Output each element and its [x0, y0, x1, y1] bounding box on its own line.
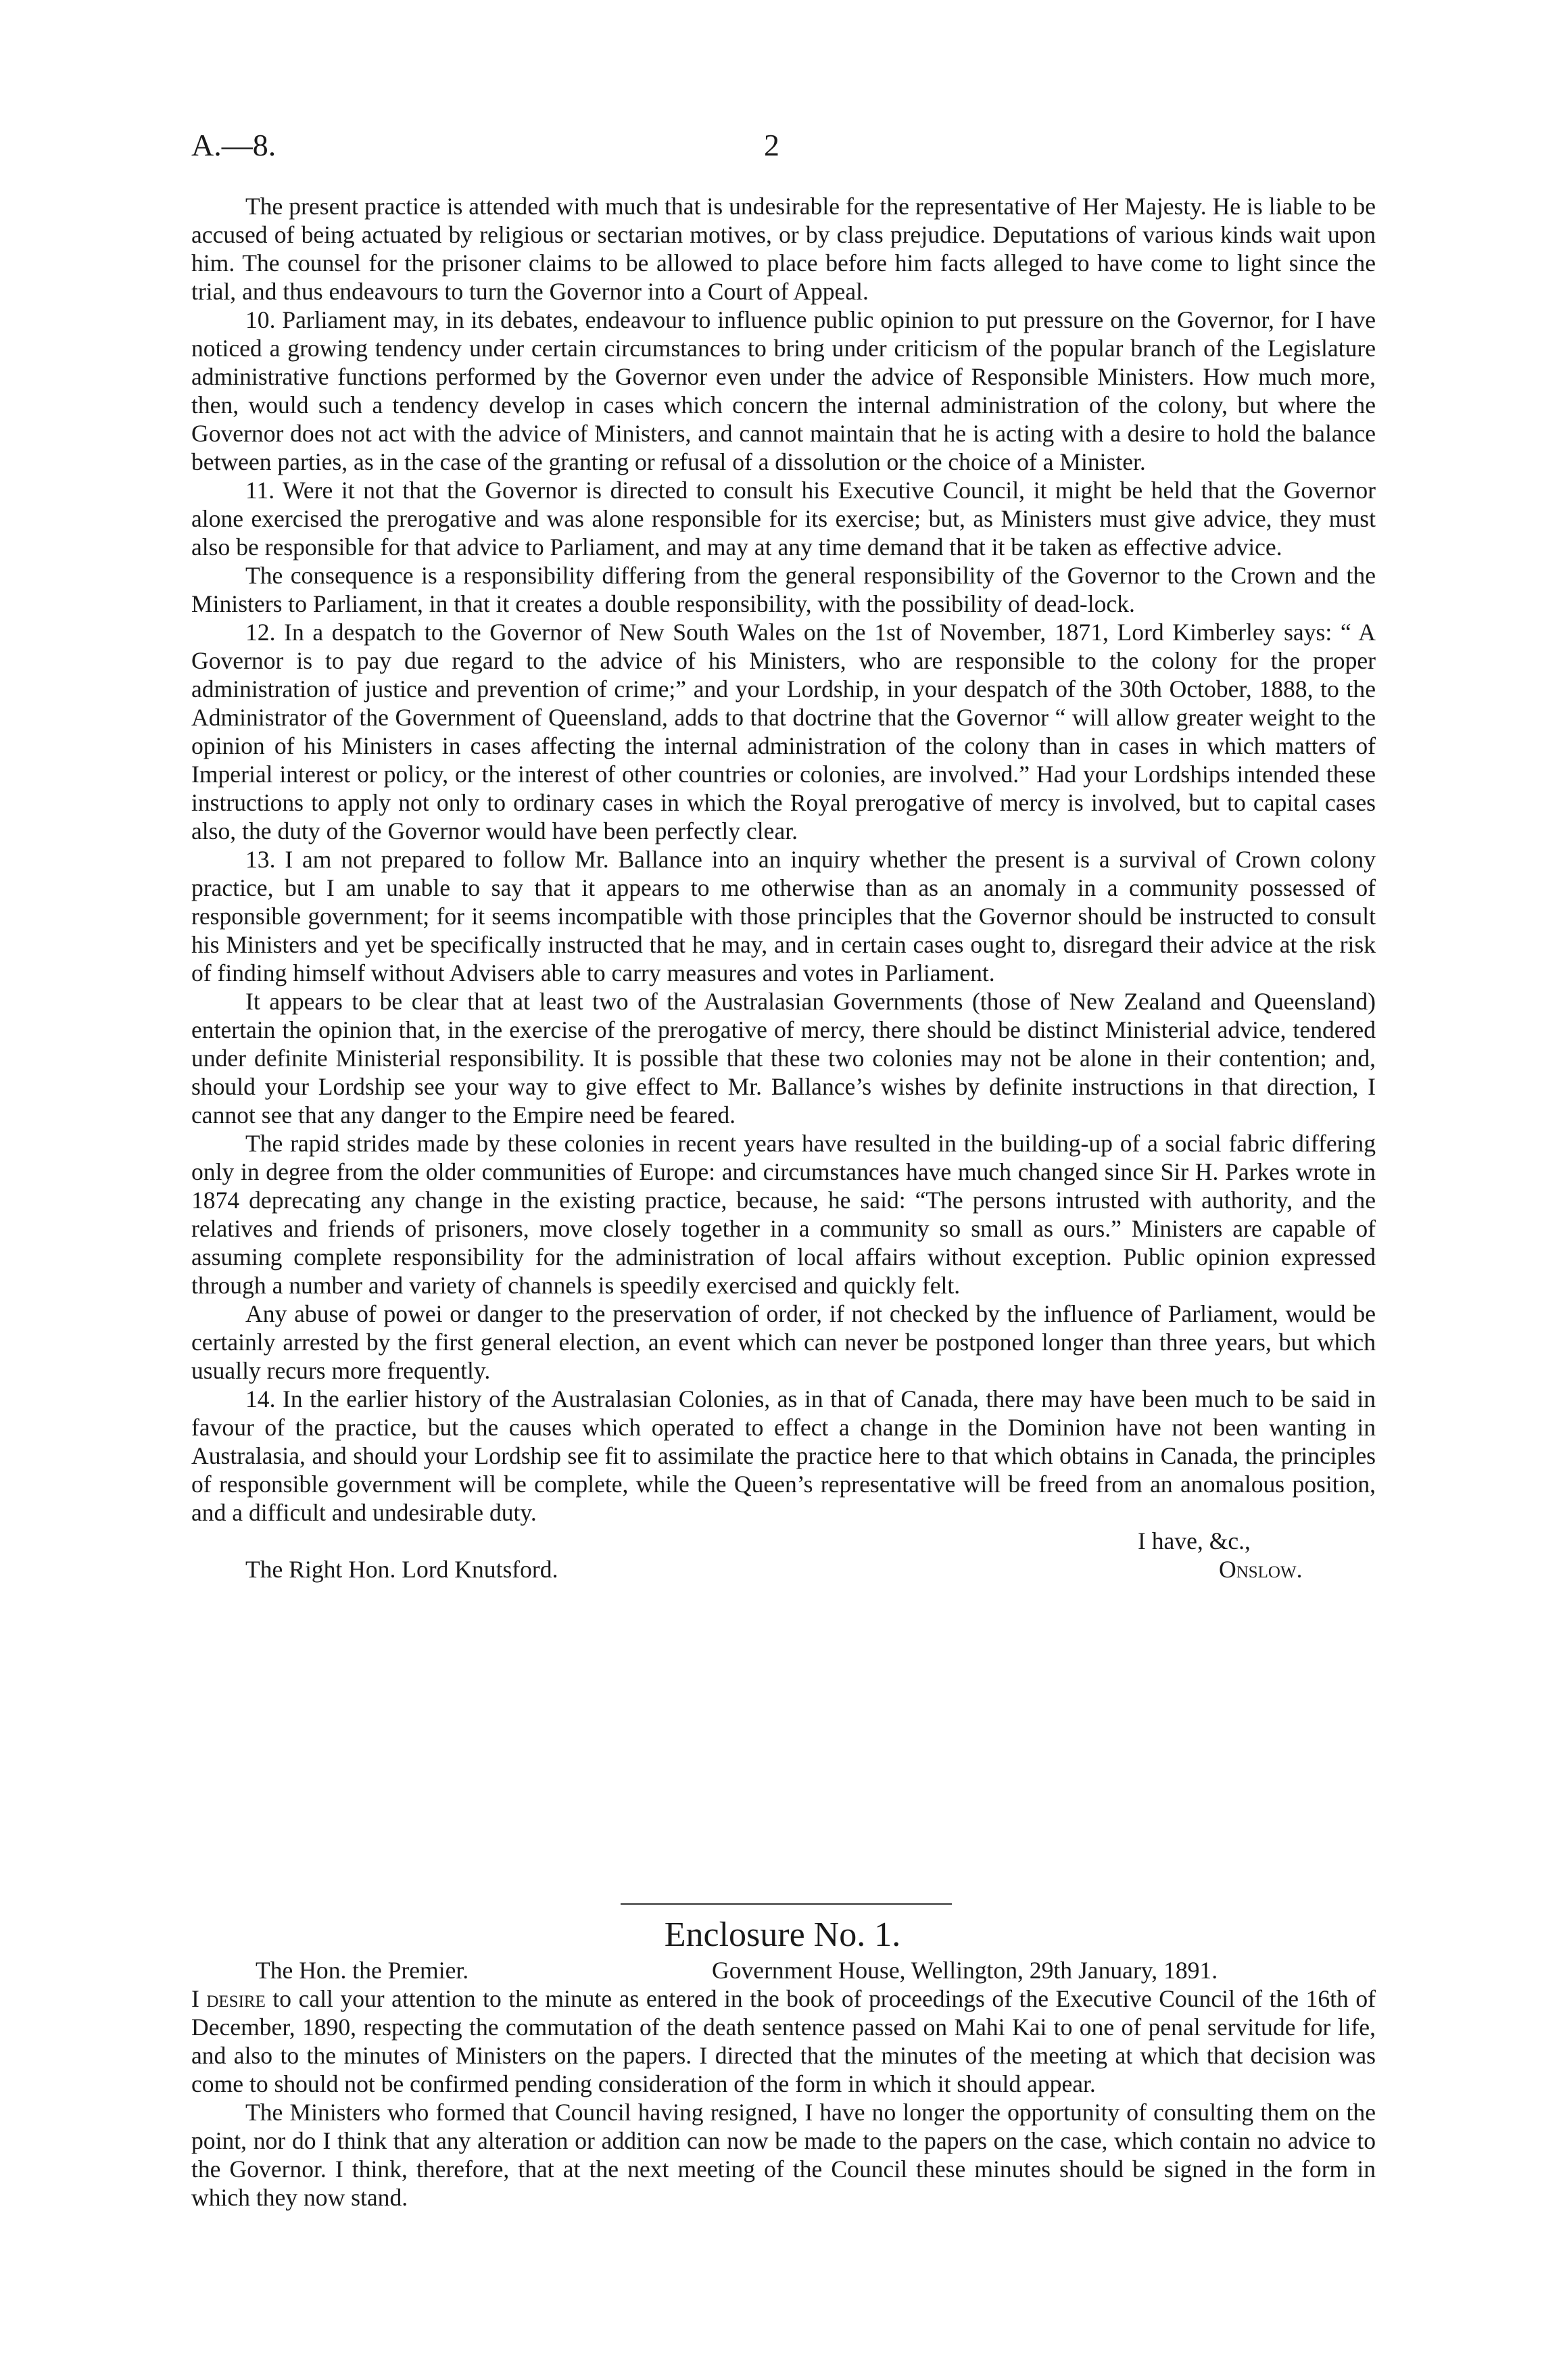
enclosure-body	[191, 1956, 1376, 2212]
enclosure-address-row	[191, 1956, 1376, 1984]
closing-row-1	[191, 1527, 1376, 1555]
enclosure-recipient: The Hon. the Premier.	[256, 1957, 469, 1984]
enclosure-paragraph-2: The Ministers who formed that Council having resigned, I have no longer the opportunity of consulting them on the point, nor do I think that any alteration or addition can now be made to the papers on the case, which contain no advice to the Governor. I think, therefore, that at the next meeting of the Council these minutes should be signed in the form in which they now stand.	[191, 2099, 1376, 2211]
enclosure-paragraph-1-text: to call your attention to the minute as entered in the book of proceedings of the Executive Council of the 16th of December, 1890, respecting the commutation of the death sentence passed on Mahi Kai to one of penal servitude for life, and also to the minutes of Ministers on the papers. I directed that the minutes of the meeting at which that decision was come to should not be confirmed pending consideration of the form in which it should appear.	[191, 1985, 1376, 2097]
document-reference: A.—8.	[191, 128, 276, 162]
page-number: 2	[764, 128, 779, 162]
paragraph: The consequence is a responsibility differing from the general responsibility of the Governor to the Crown and the Ministers to Parliament, in that it creates a double responsibility, with the possibility of dead-lock.	[191, 562, 1376, 617]
paragraph: Any abuse of powei or danger to the preservation of order, if not checked by the influence of Parliament, would be certainly arrested by the first general election, an event which can never be postponed longer than three years, but which usually recurs more frequently.	[191, 1300, 1376, 1384]
paragraph: The present practice is attended with much that is undesirable for the representative of Her Majesty. He is liable to be accused of being actuated by religious or sectarian motives, or by class prejudice. Deputations of various kinds wait upon him. The counsel for the prisoner claims to be allowed to place before him facts alleged to have come to light since the trial, and thus endeavours to turn the Governor into a Court of Appeal.	[191, 193, 1376, 305]
enclosure-origin-date: Government House, Wellington, 29th January, 1891.	[712, 1957, 1218, 1984]
section-divider	[621, 1903, 952, 1905]
paragraph-10: 10. Parliament may, in its debates, endeavour to influence public opinion to put pressure on the Governor, for I have noticed a growing tendency under certain circumstances to bring under criticism of the popular branch of the Legislature administrative functions performed by the Governor even under the advice of Responsible Ministers. How much more, then, would such a tendency develop in cases which concern the internal administration of the colony, but where the Governor does not act with the advice of Ministers, and cannot maintain that he is acting with a desire to hold the balance between parties, as in the case of the granting or refusal of a dissolution or the choice of a Minister.	[191, 306, 1376, 475]
complimentary-close: I have, &c.,	[1138, 1527, 1251, 1554]
paragraph: The rapid strides made by these colonies in recent years have resulted in the building-up of a social fabric differing only in degree from the older communities of Europe: and circumstances have much changed since Sir H. Parkes wrote in 1874 deprecating any change in the existing practice, because, he said: “The persons intrusted with authority, and the relatives and friends of prisoners, move closely together in a community so small as ours.” Ministers are capable of assuming complete responsibility for the administration of local affairs without exception. Public opinion expressed through a number and variety of channels is speedily exercised and quickly felt.	[191, 1130, 1376, 1299]
letter-body	[191, 192, 1376, 1584]
closing-row-2	[191, 1555, 1376, 1584]
addressee: The Right Hon. Lord Knutsford.	[245, 1556, 558, 1583]
paragraph-12: 12. In a despatch to the Governor of New South Wales on the 1st of November, 1871, Lord Kimberley says: “ A Governor is to pay due regard to the advice of his Ministers, who are responsible to the colony for the proper administration of justice and prevention of crime;” and your Lordship, in your despatch of the 30th October, 1888, to the Administrator of the Government of Queensland, adds to that doctrine that the Governor “ will allow greater weight to the opinion of his Ministers in cases affecting the internal administration of the colony than in cases in which matters of Imperial interest or policy, or the interest of other countries or colonies, are involved.” Had your Lordships intended these instructions to apply not only to ordinary cases in which the Royal prerogative of mercy is involved, but to capital cases also, the duty of the Governor would have been perfectly clear.	[191, 619, 1376, 844]
paragraph-13: 13. I am not prepared to follow Mr. Ballance into an inquiry whether the present is a survival of Crown colony practice, but I am unable to say that it appears to me otherwise than as an anomaly in a community possessed of responsible government; for it seems incompatible with those principles that the Governor should be instructed to consult his Ministers and yet be specifically instructed that he may, and in certain cases ought to, disregard their advice at the risk of finding himself without Advisers able to carry measures and votes in Parliament.	[191, 846, 1376, 986]
opening-words: I desire	[191, 1985, 266, 2012]
paragraph-14: 14. In the earlier history of the Australasian Colonies, as in that of Canada, there may have been much to be said in favour of the practice, but the causes which operated to effect a change in the Dominion have not been wanting in Australasia, and should your Lordship see fit to assimilate the practice here to that which obtains in Canada, the principles of responsible government will be complete, while the Queen’s representative will be freed from an anomalous position, and a difficult and undesirable duty.	[191, 1385, 1376, 1526]
paragraph-11: 11. Were it not that the Governor is directed to consult his Executive Council, it might be held that the Governor alone exercised the prerogative and was alone responsible for its exercise; but, as Ministers must give advice, they must also be responsible for that advice to Parliament, and may at any time demand that it be taken as effective advice.	[191, 477, 1376, 561]
signature: Onslow.	[1219, 1556, 1303, 1583]
enclosure-title: Enclosure No. 1.	[664, 1915, 901, 1954]
enclosure-paragraph-1	[191, 1984, 1376, 2098]
paragraph: It appears to be clear that at least two of the Australasian Governments (those of New Zealand and Queensland) entertain the opinion that, in the exercise of the prerogative of mercy, there should be distinct Ministerial advice, tendered under definite Ministerial responsibility. It is possible that these two colonies may not be alone in their contention; and, should your Lordship see your way to give effect to Mr. Ballance’s wishes by definite instructions in that direction, I cannot see that any danger to the Empire need be feared.	[191, 988, 1376, 1128]
